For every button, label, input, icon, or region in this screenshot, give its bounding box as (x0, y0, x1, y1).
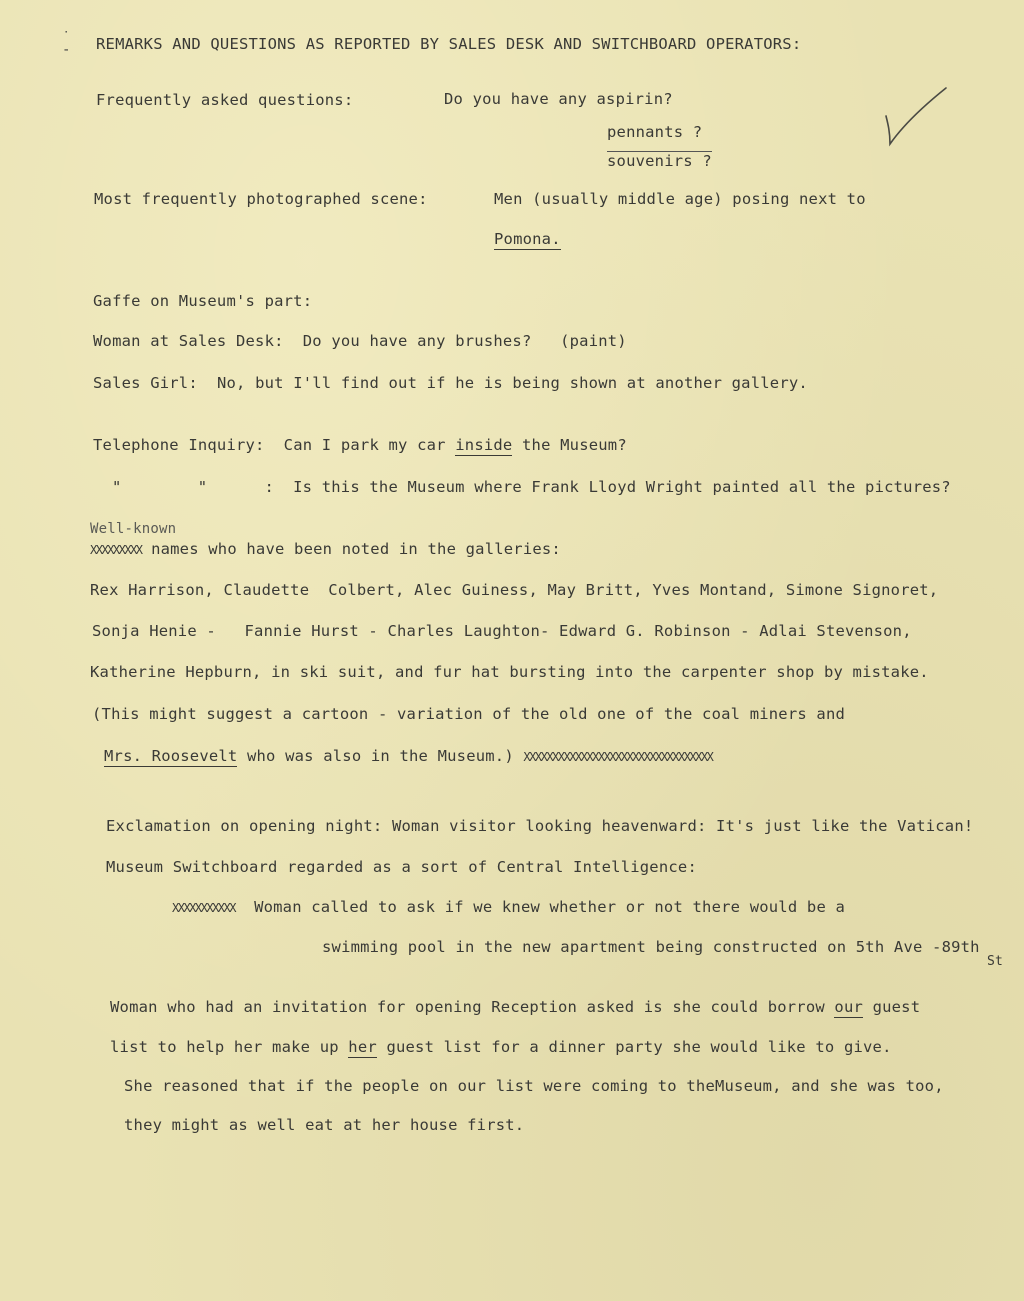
switchboard-line-1 (172, 898, 845, 917)
faq-label: Frequently asked questions: (96, 91, 354, 109)
invitation-underlined-our: our (834, 998, 864, 1016)
gaffe-reply: No, but I'll find out if he is being shown at another gallery. (216, 374, 808, 392)
invitation-text-2: list to help her make up (110, 1038, 349, 1056)
struck-out-run: XXXXXXXXXXXXXXXXXXXXXXXXXXXXXXXXX (523, 750, 713, 764)
gaffe-speaker-woman: Woman at Sales Desk: (93, 332, 284, 350)
hepburn-line: Katherine Hepburn, in ski suit, and fur hat bursting into the carpenter shop by mistake. (90, 663, 929, 681)
switchboard-line-2: swimming pool in the new apartment being constructed on 5th Ave -89th (322, 938, 980, 956)
wellknown-insert: Well-known (90, 521, 177, 537)
invitation-line-2 (110, 1038, 892, 1056)
switchboard-heading: Museum Switchboard regarded as a sort of Central Intelligence: (106, 858, 697, 876)
gaffe-heading: Gaffe on Museum's part: (93, 292, 313, 310)
names-line-1: Rex Harrison, Claudette Colbert, Alec Guiness, May Britt, Yves Montand, Simone Signoret, (90, 581, 939, 599)
page-header: REMARKS AND QUESTIONS AS REPORTED BY SALES DESK AND SWITCHBOARD OPERATORS: (96, 35, 802, 53)
roosevelt-rest: who was also in the Museum.) (237, 747, 514, 765)
invitation-line-3: She reasoned that if the people on our list were coming to theMuseum, and she was too, (124, 1077, 944, 1095)
faq-question-pennants: pennants ? (607, 123, 703, 141)
wellknown-heading (90, 540, 561, 559)
gaffe-line-2 (93, 374, 808, 392)
exclamation-line: Exclamation on opening night: Woman visitor looking heavenward: It's just like the Vatican! (106, 817, 974, 835)
invitation-underlined-her: her (348, 1038, 377, 1056)
invitation-text-1b: guest (863, 998, 921, 1016)
gaffe-line-1 (93, 332, 627, 350)
phone-quote-wright: Is this the Museum where Frank Lloyd Wright painted all the pictures? (293, 478, 951, 496)
roosevelt-line (104, 747, 712, 766)
cartoon-line: (This might suggest a cartoon - variation of the old one of the coal miners and (92, 705, 846, 723)
struck-out-word: XXXXXXXXX (90, 543, 142, 557)
names-line-2: Sonja Henie - Fannie Hurst - Charles Laughton- Edward G. Robinson - Adlai Stevenson, (92, 622, 912, 640)
faq-question-aspirin: Do you have any aspirin? (444, 90, 673, 108)
wellknown-heading-text: names who have been noted in the galleries: (151, 540, 561, 558)
phone-quote-post: the Museum? (522, 436, 627, 454)
gaffe-note-paint: (paint) (560, 332, 627, 350)
phone-label: Telephone Inquiry: (93, 436, 265, 454)
phone-line-1 (93, 436, 627, 454)
invitation-text-1: Woman who had an invitation for opening Reception asked is she could borrow (110, 998, 835, 1016)
photo-label: Most frequently photographed scene: (94, 190, 428, 208)
phone-quote-pre: Can I park my car (283, 436, 446, 454)
phone-line-2 (112, 478, 951, 496)
gaffe-quote-brushes: Do you have any brushes? (302, 332, 532, 350)
struck-out-word-2: XXXXXXXXXXX (172, 901, 235, 915)
switchboard-street-note: St (987, 954, 1004, 969)
checkmark-icon (878, 84, 950, 150)
invitation-line-1 (110, 998, 920, 1016)
switchboard-text-1: Woman called to ask if we knew whether or not there would be a (254, 898, 846, 916)
photo-line-2: Pomona. (494, 230, 561, 248)
faq-question-souvenirs: souvenirs ? (607, 152, 712, 170)
ditto-marks: " " : (112, 478, 275, 496)
phone-underlined-inside: inside (455, 436, 513, 454)
invitation-text-2b: guest list for a dinner party she would like to give. (376, 1038, 892, 1056)
invitation-line-4: they might as well eat at her house first. (124, 1116, 525, 1134)
gaffe-speaker-salesgirl: Sales Girl: (93, 374, 198, 392)
photo-line-1: Men (usually middle age) posing next to (494, 190, 866, 208)
margin-tick-mark: ˙ (62, 30, 71, 46)
roosevelt-underlined: Mrs. Roosevelt (104, 747, 238, 765)
margin-dash-mark: - (62, 42, 71, 58)
